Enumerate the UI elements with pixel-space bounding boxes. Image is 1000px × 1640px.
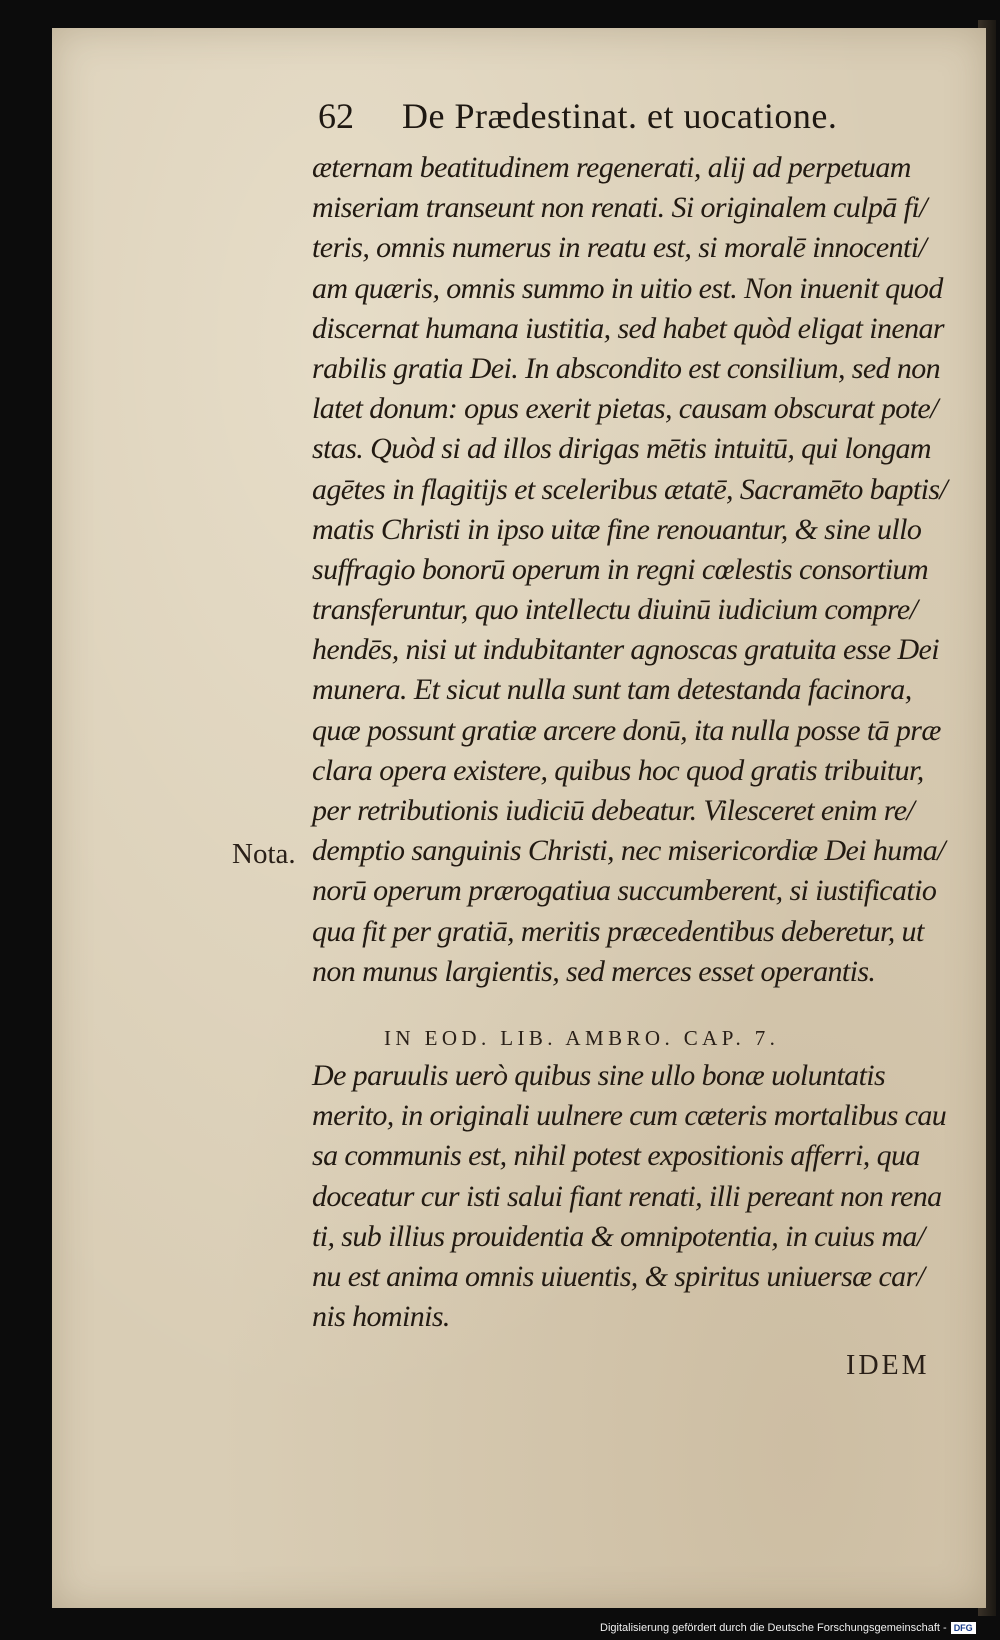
text-line: demptio sanguinis Christi, nec misericordiæ Dei huma/ [312,834,945,868]
text-line: munera. Et sicut nulla sunt tam detestanda facinora, [312,673,912,707]
text-line: miseriam transeunt non renati. Si originalem culpā fi/ [312,191,927,225]
text-line: merito, in originali uulnere cum cæteris mortalibus cau [312,1099,947,1133]
dfg-logo-icon: DFG [951,1622,976,1634]
text-line: qua fit per gratiā, meritis præcedentibus deberetur, ut [312,914,924,948]
catchword: IDEM [846,1350,930,1381]
digitization-footer [600,1618,998,1638]
marginal-note: Nota. [232,838,296,870]
text-line: am quæris, omnis summo in uitio est. Non inuenit quod [312,271,943,305]
text-line: æternam beatitudinem regenerati, alij ad perpetuam [312,151,911,184]
text-line: doceatur cur isti salui fiant renati, illi pereant non rena [312,1179,942,1213]
text-line: latet donum: opus exerit pietas, causam obscurat pote/ [312,392,938,426]
text-line: non munus largientis, sed merces esset operantis. [312,954,876,988]
section-text-block [312,1056,952,1337]
text-line: De paruulis uerò quibus sine ullo bonæ uoluntatis [312,1059,886,1092]
page-number: 62 [318,96,354,136]
text-line: clara opera existere, quibus hoc quod gratis tribuitur, [312,753,924,787]
text-line: quæ possunt gratiæ arcere donū, ita nulla posse tā præ [312,713,941,747]
text-line: teris, omnis numerus in reatu est, si moralē innocenti/ [312,231,927,265]
section-heading: IN EOD. LIB. AMBRO. CAP. 7. [384,1026,780,1050]
text-line: agētes in flagitijs et sceleribus ætatē, Sacramēto baptis/ [312,472,948,506]
main-text-block [312,148,952,992]
text-line: per retributionis iudiciū debeatur. Vilesceret enim re/ [312,794,915,827]
text-line: transferuntur, quo intellectu diuinū iudicium compre/ [312,593,918,627]
text-line: nis hominis. [312,1300,450,1334]
text-line: nu est anima omnis uiuentis, & spiritus uniuersæ car/ [312,1259,925,1293]
text-line: sa communis est, nihil potest expositionis afferri, qua [312,1139,920,1173]
running-title: De Prædestinat. et uocatione. [402,96,838,136]
text-line: suffragio bonorū operum in regni cœlestis consortium [312,552,929,586]
text-line: rabilis gratia Dei. In abscondito est consilium, sed non [312,351,941,385]
footer-text: Digitalisierung gefördert durch die Deutsche Forschungsgemeinschaft - [600,1622,947,1634]
text-line: stas. Quòd si ad illos dirigas mētis intuitū, qui longam [312,432,931,466]
running-header [318,95,878,141]
text-line: discernat humana iustitia, sed habet quòd eligat inenar [312,311,944,345]
text-line: ti, sub illius prouidentia & omnipotentia, in cuius ma/ [312,1219,925,1253]
text-line: norū operum prærogatiua succumberent, si iustificatio [312,874,937,908]
text-line: hendēs, nisi ut indubitanter agnoscas gratuita esse Dei [312,633,939,667]
text-line: matis Christi in ipso uitæ fine renouantur, & sine ullo [312,512,922,546]
